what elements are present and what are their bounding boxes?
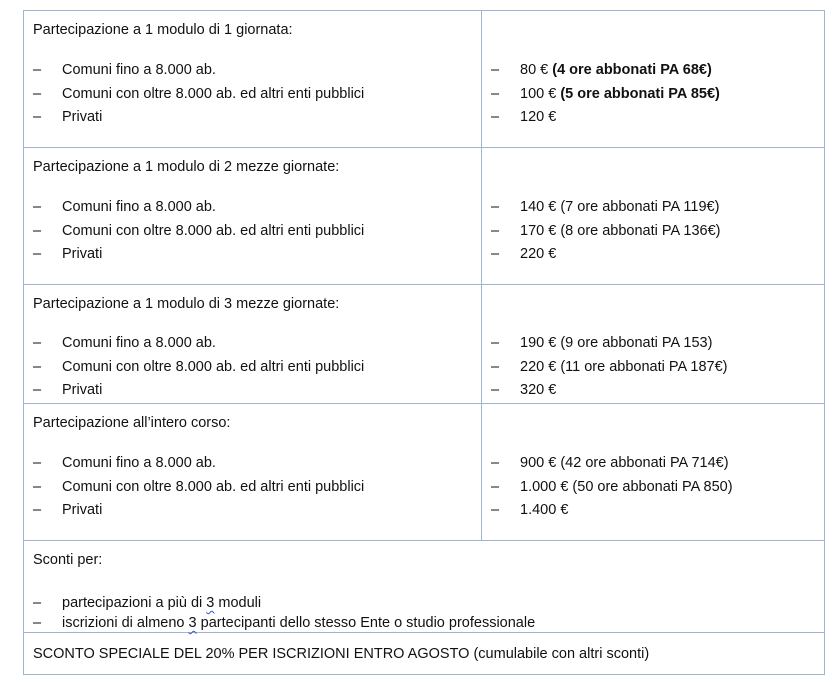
price-list [491,452,733,523]
section-heading: Partecipazione a 1 modulo di 2 mezze giornate: [33,159,340,175]
table-row [24,148,825,285]
price-list [491,59,720,130]
category-list [33,332,364,403]
price-item: – 170 € (8 ore abbonati PA 136€) [491,222,721,239]
section-heading: Partecipazione a 1 modulo di 3 mezze giornate: [33,296,340,312]
price-list [491,332,727,403]
list-item: – Privati [33,382,103,398]
price-item: – 190 € (9 ore abbonati PA 153) [491,335,713,351]
table-row [24,404,825,541]
list-item: – Comuni con oltre 8.000 ab. ed altri enti pubblici [33,85,365,102]
category-list [33,452,364,523]
footer-cell [24,633,825,675]
list-item: – Comuni fino a 8.000 ab. [33,62,216,78]
category-cell [24,404,482,541]
pricing-table [23,10,825,675]
price-item: – 120 € [491,109,557,125]
price-cell [482,148,825,285]
price-item: – 320 € [491,382,557,398]
category-cell [24,11,482,148]
table-row [24,11,825,148]
price-item: – 220 € [491,246,557,262]
list-item: – Comuni con oltre 8.000 ab. ed altri enti pubblici [33,358,365,375]
document-page [23,10,824,675]
list-item: – Comuni con oltre 8.000 ab. ed altri enti pubblici [33,222,365,239]
list-item: – Comuni fino a 8.000 ab. [33,335,216,351]
price-item: – 1.000 € (50 ore abbonati PA 850) [491,478,733,495]
section-heading: Partecipazione all’intero corso: [33,415,231,431]
category-list [33,59,364,130]
list-item: – Comuni fino a 8.000 ab. [33,455,216,471]
list-item: – partecipazioni a più di 3 moduli [33,595,262,611]
price-item: – 1.400 € [491,502,569,518]
price-item: – 80 € (4 ore abbonati PA 68€) [491,62,712,78]
list-item: – Privati [33,246,103,262]
category-cell [24,285,482,404]
price-cell [482,285,825,404]
price-item: – 100 € (5 ore abbonati PA 85€) [491,85,720,102]
price-item: – 900 € (42 ore abbonati PA 714€) [491,455,729,471]
section-heading: Partecipazione a 1 modulo di 1 giornata: [33,22,293,38]
price-cell [482,11,825,148]
discounts-heading: Sconti per: [33,552,103,568]
discounts-cell [24,541,825,633]
spellcheck-mark: 3 [188,615,197,631]
price-list [491,196,720,267]
list-item: – Comuni fino a 8.000 ab. [33,199,216,215]
price-item: – 220 € (11 ore abbonati PA 187€) [491,358,728,375]
list-item: – Comuni con oltre 8.000 ab. ed altri enti pubblici [33,478,365,495]
table-row [24,633,825,675]
price-item: – 140 € (7 ore abbonati PA 119€) [491,199,720,215]
list-item: – Privati [33,502,103,518]
category-cell [24,148,482,285]
category-list [33,196,364,267]
special-discount-text: SCONTO SPECIALE DEL 20% PER ISCRIZIONI ENTRO AGOSTO (cumulabile con altri sconti) [33,646,650,662]
list-item: – Privati [33,109,103,125]
price-cell [482,404,825,541]
table-row [24,285,825,404]
table-row [24,541,825,633]
spellcheck-mark: 3 [206,595,215,611]
discounts-list [33,593,535,633]
list-item: – iscrizioni di almeno 3 partecipanti dello stesso Ente o studio professionale [33,615,536,631]
